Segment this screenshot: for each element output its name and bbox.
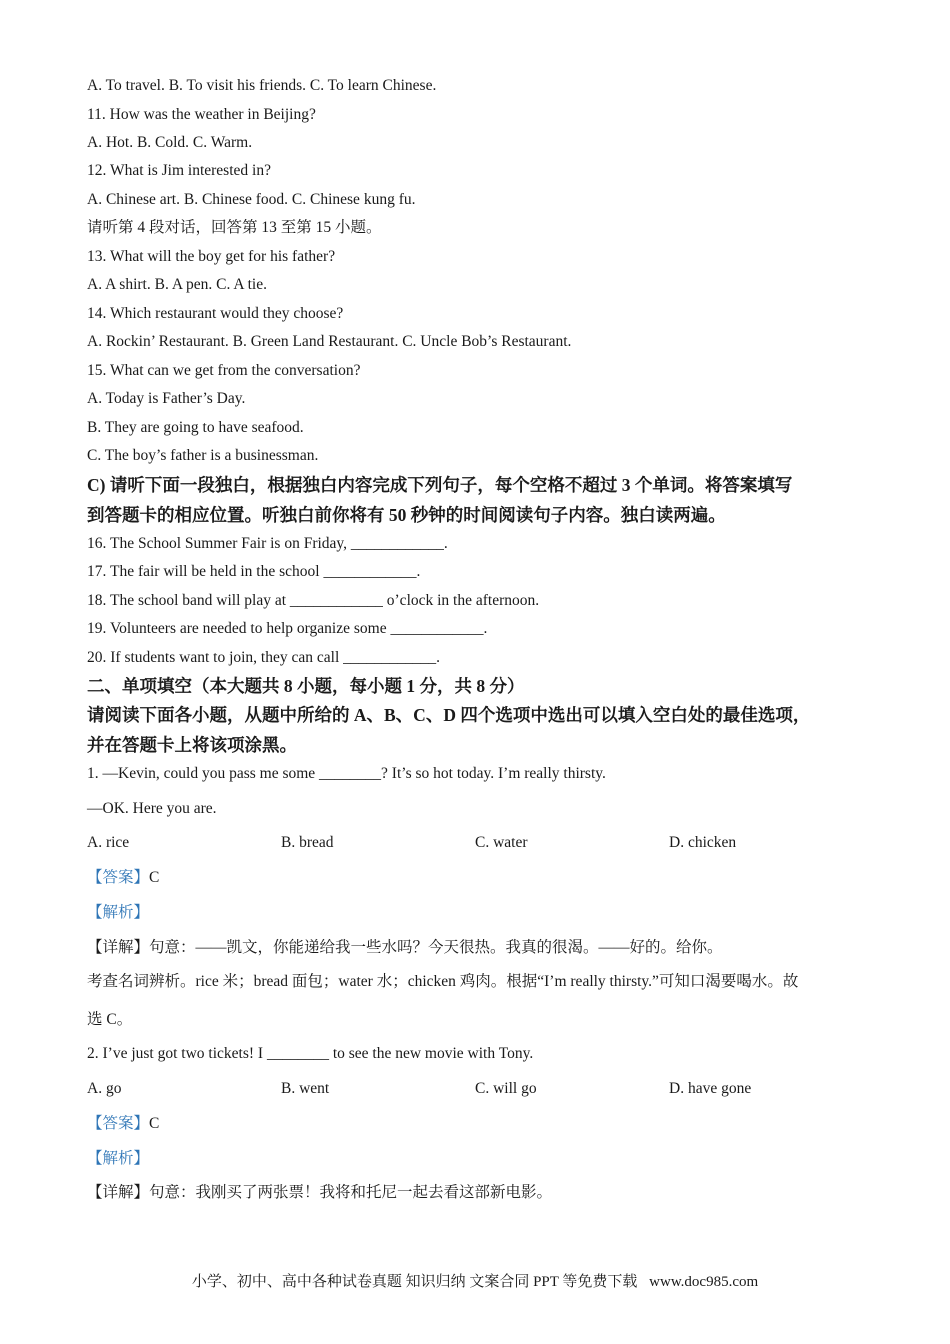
section2-instruction-1: 请阅读下面各小题，从题中所给的 A、B、C、D 四个选项中选出可以填入空白处的最佳选项， [87, 705, 811, 725]
q15-option-c: C. The boy’s father is a businessman. [87, 447, 319, 464]
q2-stem: 2. I’ve just got two tickets! I ________ to see the new movie with Tony. [87, 1045, 534, 1062]
q13-options: A. A shirt. B. A pen. C. A tie. [87, 276, 267, 293]
q19-sentence: 19. Volunteers are needed to help organize some ____________. [87, 620, 488, 637]
q20-sentence: 20. If students want to join, they can call ____________. [87, 649, 440, 666]
q15-option-a: A. Today is Father’s Day. [87, 390, 246, 407]
q1-option-c: C. water [475, 834, 528, 851]
answer-tag: 【答案】 [87, 1115, 150, 1132]
q2-option-b: B. went [281, 1080, 330, 1097]
q15-question: 15. What can we get from the conversation? [87, 362, 361, 379]
q1-reply: —OK. Here you are. [87, 800, 217, 817]
section2-instruction-2: 并在答题卡上将该项涂黑。 [87, 735, 297, 755]
q1-stem: 1. —Kevin, could you pass me some ________? It’s so hot today. I’m really thirsty. [87, 765, 606, 782]
q1-answer [87, 868, 159, 888]
q14-options: A. Rockin’ Restaurant. B. Green Land Restaurant. C. Uncle Bob’s Restaurant. [87, 333, 572, 350]
q1-explanation-1: 考查名词辨析。rice 米；bread 面包；water 水；chicken 鸡肉。根据“I’m really thirsty.”可知口渴要喝水。故 [87, 973, 799, 990]
q1-option-d: D. chicken [669, 834, 737, 851]
answer-value: C [149, 869, 160, 886]
q2-detail [87, 1183, 552, 1203]
q12-question: 12. What is Jim interested in? [87, 162, 271, 179]
dialogue4-instruction: 请听第 4 段对话，回答第 13 至第 15 小题。 [87, 219, 382, 236]
q2-option-c: C. will go [475, 1080, 537, 1097]
footer-text: 小学、初中、高中各种试卷真题 知识归纳 文案合同 PPT 等免费下载 [191, 1274, 638, 1290]
q2-answer [87, 1114, 159, 1134]
detail-tag: 【详解】 [87, 939, 150, 956]
q13-question: 13. What will the boy get for his father? [87, 248, 336, 265]
page-footer [0, 1270, 950, 1291]
detail-text: 句意：——凯文，你能递给我一些水吗？今天很热。我真的很渴。——好的。给你。 [149, 939, 723, 956]
section-c-instruction-1: C) 请听下面一段独白，根据独白内容完成下列句子，每个空格不超过 3 个单词。将答案填写 [87, 475, 793, 495]
answer-tag: 【答案】 [87, 869, 150, 886]
detail-tag: 【详解】 [87, 1184, 150, 1201]
q2-option-d: D. have gone [669, 1080, 752, 1097]
q1-option-a: A. rice [87, 834, 130, 851]
q2-option-a: A. go [87, 1080, 122, 1097]
q11-question: 11. How was the weather in Beijing? [87, 106, 316, 123]
q11-options: A. Hot. B. Cold. C. Warm. [87, 134, 253, 151]
q15-option-b: B. They are going to have seafood. [87, 419, 304, 436]
q1-explanation-2: 选 C。 [87, 1011, 133, 1028]
q18-sentence: 18. The school band will play at ____________ o’clock in the afternoon. [87, 592, 540, 609]
q12-options: A. Chinese art. B. Chinese food. C. Chinese kung fu. [87, 191, 416, 208]
q14-question: 14. Which restaurant would they choose? [87, 305, 344, 322]
q16-sentence: 16. The School Summer Fair is on Friday, ____________. [87, 535, 448, 552]
q17-sentence: 17. The fair will be held in the school ____________. [87, 563, 421, 580]
q1-analysis-tag: 【解析】 [87, 904, 150, 921]
section-c-instruction-2: 到答题卡的相应位置。听独白前你将有 50 秒钟的时间阅读句子内容。独白读两遍。 [87, 505, 726, 525]
section2-heading: 二、单项填空（本大题共 8 小题，每小题 1 分，共 8 分） [87, 676, 525, 696]
answer-value: C [149, 1115, 160, 1132]
q1-option-b: B. bread [281, 834, 334, 851]
q1-detail [87, 938, 723, 958]
detail-text: 句意：我刚买了两张票！我将和托尼一起去看这部新电影。 [149, 1184, 553, 1201]
q10-options: A. To travel. B. To visit his friends. C. To learn Chinese. [87, 77, 437, 94]
q2-analysis-tag: 【解析】 [87, 1150, 150, 1167]
footer-link[interactable]: www.doc985.com [649, 1274, 759, 1290]
